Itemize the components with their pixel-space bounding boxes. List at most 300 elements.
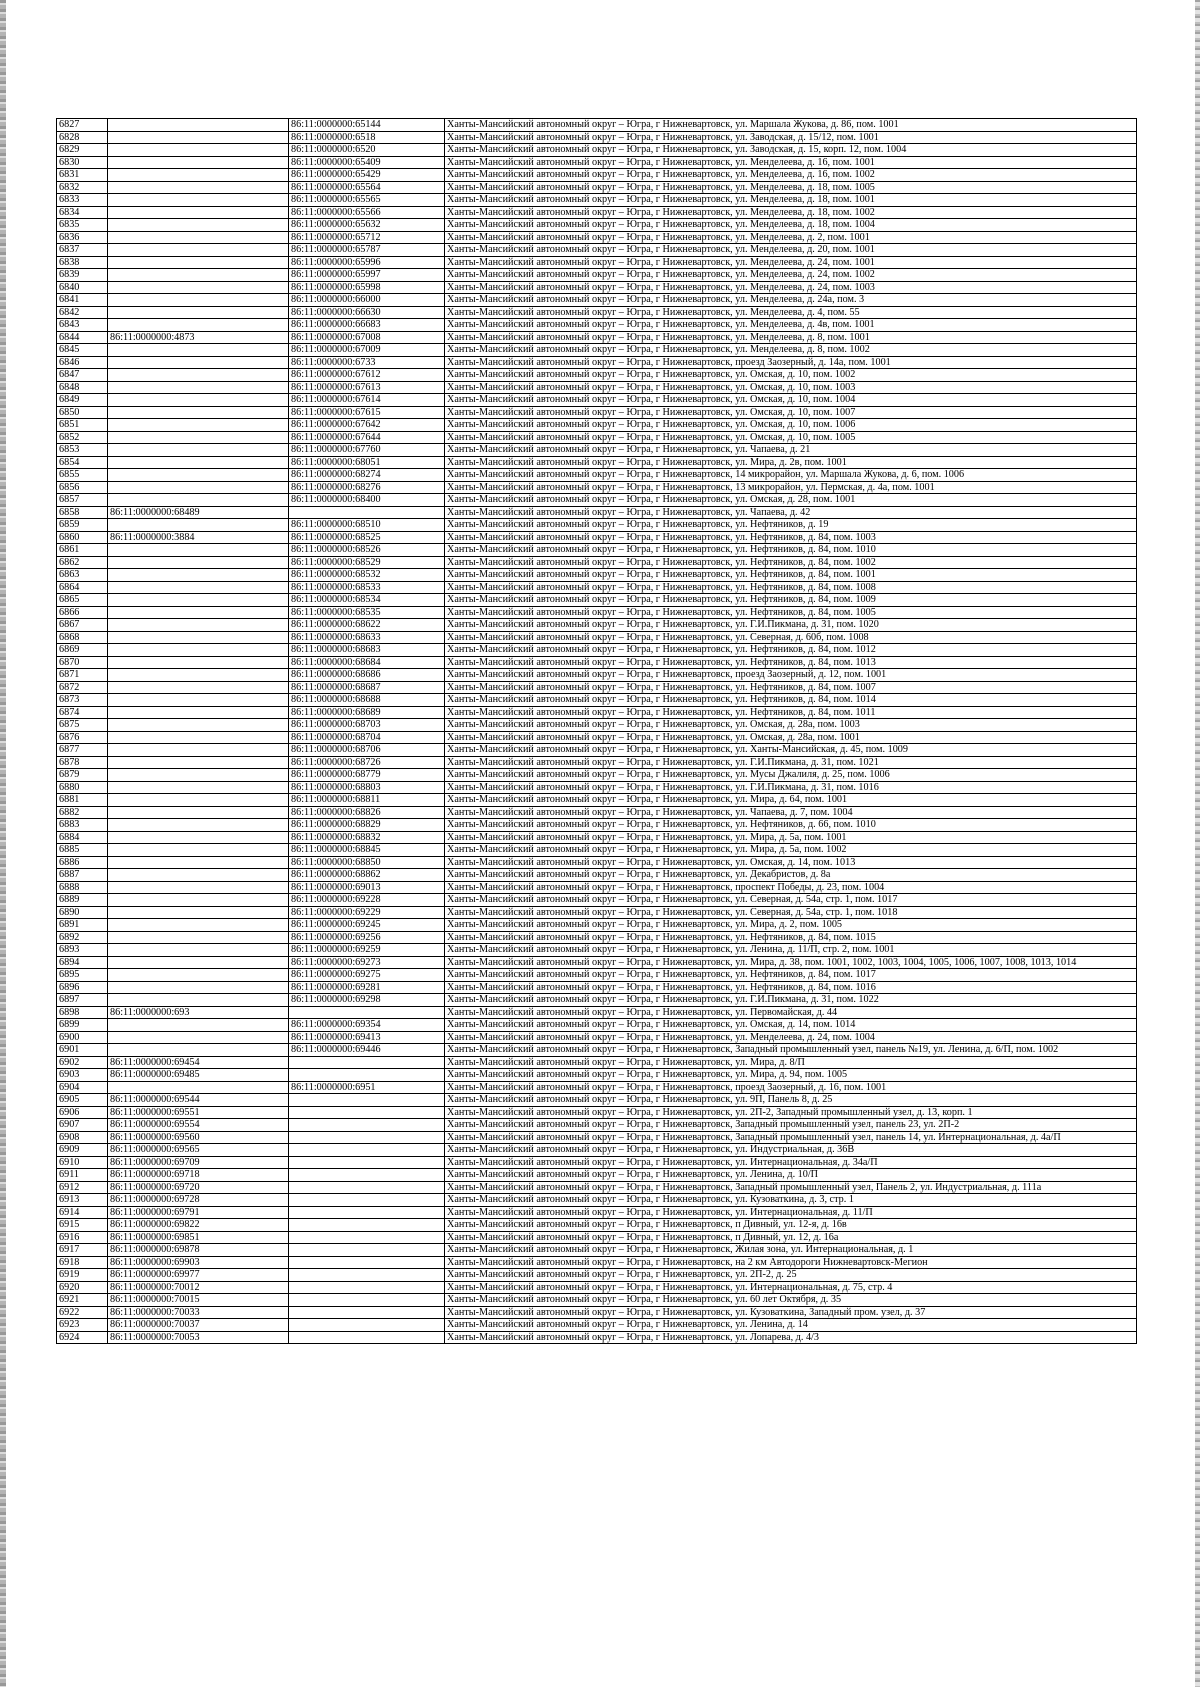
row-number-cell: 6848 [57,381,108,394]
address-cell: Ханты-Мансийский автономный округ – Югра, г Нижневартовск, ул. 2П-2, д. 25 [445,1269,1137,1282]
table-row [57,481,1137,494]
row-number-cell: 6912 [57,1181,108,1194]
address-cell: Ханты-Мансийский автономный округ – Югра, г Нижневартовск, проезд Заозерный, д. 16, пом. 1001 [445,1081,1137,1094]
row-number-cell: 6877 [57,744,108,757]
parent-cadastral-number-cell [108,294,289,307]
table-row [57,1081,1137,1094]
address-cell: Ханты-Мансийский автономный округ – Югра, г Нижневартовск, ул. Г.И.Пикмана, д. 31, пом. 1021 [445,756,1137,769]
cadastral-number-cell: 86:11:0000000:6518 [289,131,445,144]
address-cell: Ханты-Мансийский автономный округ – Югра, г Нижневартовск, ул. Менделеева, д. 8, пом. 1001 [445,331,1137,344]
table-row [57,269,1137,282]
table-row [57,381,1137,394]
cadastral-number-cell [289,1144,445,1157]
table-row [57,1006,1137,1019]
table-row [57,944,1137,957]
table-row [57,1269,1137,1282]
table-row [57,719,1137,732]
parent-cadastral-number-cell: 86:11:0000000:70012 [108,1281,289,1294]
row-number-cell: 6845 [57,344,108,357]
parent-cadastral-number-cell: 86:11:0000000:69822 [108,1219,289,1232]
parent-cadastral-number-cell [108,194,289,207]
table-row [57,544,1137,557]
address-cell: Ханты-Мансийский автономный округ – Югра, г Нижневартовск, ул. Менделеева, д. 24, пом. 1004 [445,1031,1137,1044]
cadastral-number-cell [289,1056,445,1069]
cadastral-number-cell: 86:11:0000000:68779 [289,769,445,782]
address-cell: Ханты-Мансийский автономный округ – Югра, г Нижневартовск, ул. 2П-2, Западный промышленный узел, д. 13, корп. 1 [445,1106,1137,1119]
cadastral-number-cell: 86:11:0000000:68276 [289,481,445,494]
cadastral-number-cell: 86:11:0000000:68832 [289,831,445,844]
table-row [57,881,1137,894]
address-cell: Ханты-Мансийский автономный округ – Югра, г Нижневартовск, ул. Нефтяников, д. 84, пом. 1010 [445,544,1137,557]
address-cell: Ханты-Мансийский автономный округ – Югра, г Нижневартовск, Западный промышленный узел, панель 14, ул. Интернациональная, д. 4а/П [445,1131,1137,1144]
table-row [57,956,1137,969]
address-cell: Ханты-Мансийский автономный округ – Югра, г Нижневартовск, ул. Омская, д. 28а, пом. 1003 [445,719,1137,732]
address-cell: Ханты-Мансийский автономный округ – Югра, г Нижневартовск, ул. Омская, д. 10, пом. 1002 [445,369,1137,382]
row-number-cell: 6827 [57,119,108,132]
cadastral-number-cell: 86:11:0000000:68274 [289,469,445,482]
table-row [57,969,1137,982]
address-cell: Ханты-Мансийский автономный округ – Югра, г Нижневартовск, ул. Чапаева, д. 42 [445,506,1137,519]
parent-cadastral-number-cell [108,1081,289,1094]
row-number-cell: 6905 [57,1094,108,1107]
cadastral-number-cell [289,1269,445,1282]
cadastral-number-cell: 86:11:0000000:68845 [289,844,445,857]
address-cell: Ханты-Мансийский автономный округ – Югра, г Нижневартовск, 14 микрорайон, ул. Маршала Жукова, д. 6, пом. 1006 [445,469,1137,482]
table-row [57,1331,1137,1344]
parent-cadastral-number-cell: 86:11:0000000:69791 [108,1206,289,1219]
parent-cadastral-number-cell [108,781,289,794]
address-cell: Ханты-Мансийский автономный округ – Югра, г Нижневартовск, ул. Лопарева, д. 4/3 [445,1331,1137,1344]
row-number-cell: 6856 [57,481,108,494]
table-row [57,1244,1137,1257]
address-cell: Ханты-Мансийский автономный округ – Югра, г Нижневартовск, ул. Мира, д. 38, пом. 1001, 1002, 1003, 1004, 1005, 1006, 1007, 1008, 1013, 1014 [445,956,1137,969]
address-cell: Ханты-Мансийский автономный округ – Югра, г Нижневартовск, ул. Мира, д. 8/П [445,1056,1137,1069]
row-number-cell: 6913 [57,1194,108,1207]
parent-cadastral-number-cell [108,969,289,982]
table-row [57,256,1137,269]
cadastral-number-cell: 86:11:0000000:68400 [289,494,445,507]
address-cell: Ханты-Мансийский автономный округ – Югра, г Нижневартовск, ул. Нефтяников, д. 84, пом. 1016 [445,981,1137,994]
cadastral-number-cell: 86:11:0000000:67009 [289,344,445,357]
table-row [57,469,1137,482]
parent-cadastral-number-cell [108,881,289,894]
row-number-cell: 6852 [57,431,108,444]
address-cell: Ханты-Мансийский автономный округ – Югра, г Нижневартовск, ул. Кузоваткина, Западный пром. узел, д. 37 [445,1306,1137,1319]
address-cell: Ханты-Мансийский автономный округ – Югра, г Нижневартовск, ул. Первомайская, д. 44 [445,1006,1137,1019]
table-row [57,631,1137,644]
cadastral-number-cell: 86:11:0000000:68704 [289,731,445,744]
address-cell: Ханты-Мансийский автономный округ – Югра, г Нижневартовск, ул. 60 лет Октября, д. 35 [445,1294,1137,1307]
row-number-cell: 6872 [57,681,108,694]
address-cell: Ханты-Мансийский автономный округ – Югра, г Нижневартовск, ул. Менделеева, д. 2, пом. 1001 [445,231,1137,244]
row-number-cell: 6914 [57,1206,108,1219]
cadastral-number-cell: 86:11:0000000:67613 [289,381,445,394]
row-number-cell: 6894 [57,956,108,969]
cadastral-number-cell: 86:11:0000000:65565 [289,194,445,207]
table-row [57,781,1137,794]
address-cell: Ханты-Мансийский автономный округ – Югра, г Нижневартовск, ул. Мира, д. 94, пом. 1005 [445,1069,1137,1082]
address-cell: Ханты-Мансийский автономный округ – Югра, г Нижневартовск, Западный промышленный узел, Панель 2, ул. Индустриальная, д. 111а [445,1181,1137,1194]
row-number-cell: 6910 [57,1156,108,1169]
address-cell: Ханты-Мансийский автономный округ – Югра, г Нижневартовск, ул. Менделеева, д. 4, пом. 55 [445,306,1137,319]
parent-cadastral-number-cell [108,231,289,244]
parent-cadastral-number-cell: 86:11:0000000:70015 [108,1294,289,1307]
address-cell: Ханты-Мансийский автономный округ – Югра, г Нижневартовск, п Дивный, ул. 12-я, д. 16в [445,1219,1137,1232]
row-number-cell: 6897 [57,994,108,1007]
cadastral-number-cell: 86:11:0000000:68534 [289,594,445,607]
cadastral-number-cell: 86:11:0000000:68826 [289,806,445,819]
table-row [57,656,1137,669]
address-cell: Ханты-Мансийский автономный округ – Югра, г Нижневартовск, ул. Менделеева, д. 8, пом. 1002 [445,344,1137,357]
parent-cadastral-number-cell [108,181,289,194]
address-cell: Ханты-Мансийский автономный округ – Югра, г Нижневартовск, ул. Омская, д. 10, пом. 1006 [445,419,1137,432]
table-row [57,794,1137,807]
cadastral-number-cell: 86:11:0000000:69413 [289,1031,445,1044]
cadastral-number-cell: 86:11:0000000:69228 [289,894,445,907]
row-number-cell: 6842 [57,306,108,319]
address-cell: Ханты-Мансийский автономный округ – Югра, г Нижневартовск, ул. Нефтяников, д. 84, пом. 1009 [445,594,1137,607]
cadastral-number-cell [289,1094,445,1107]
row-number-cell: 6857 [57,494,108,507]
cadastral-number-cell: 86:11:0000000:65144 [289,119,445,132]
parent-cadastral-number-cell: 86:11:0000000:69551 [108,1106,289,1119]
address-cell: Ханты-Мансийский автономный округ – Югра, г Нижневартовск, ул. Менделеева, д. 18, пом. 1004 [445,219,1137,232]
table-row [57,594,1137,607]
row-number-cell: 6924 [57,1331,108,1344]
table-row [57,1294,1137,1307]
cadastral-number-cell [289,1294,445,1307]
address-cell: Ханты-Мансийский автономный округ – Югра, г Нижневартовск, ул. Северная, д. 54а, стр. 1, пом. 1018 [445,906,1137,919]
address-cell: Ханты-Мансийский автономный округ – Югра, г Нижневартовск, ул. Нефтяников, д. 84, пом. 1012 [445,644,1137,657]
row-number-cell: 6868 [57,631,108,644]
cadastral-number-cell: 86:11:0000000:68862 [289,869,445,882]
table-row [57,731,1137,744]
table-row [57,444,1137,457]
address-cell: Ханты-Мансийский автономный округ – Югра, г Нижневартовск, проезд Заозерный, д. 12, пом. 1001 [445,669,1137,682]
row-number-cell: 6832 [57,181,108,194]
parent-cadastral-number-cell [108,844,289,857]
row-number-cell: 6853 [57,444,108,457]
parent-cadastral-number-cell [108,1019,289,1032]
address-cell: Ханты-Мансийский автономный округ – Югра, г Нижневартовск, проезд Заозерный, д. 14а, пом. 1001 [445,356,1137,369]
row-number-cell: 6863 [57,569,108,582]
table-row [57,919,1137,932]
parent-cadastral-number-cell [108,631,289,644]
address-cell: Ханты-Мансийский автономный округ – Югра, г Нижневартовск, ул. Менделеева, д. 18, пом. 1005 [445,181,1137,194]
parent-cadastral-number-cell [108,131,289,144]
table-row [57,1281,1137,1294]
table-row [57,694,1137,707]
parent-cadastral-number-cell [108,306,289,319]
parent-cadastral-number-cell: 86:11:0000000:69977 [108,1269,289,1282]
cadastral-number-cell: 86:11:0000000:67612 [289,369,445,382]
parent-cadastral-number-cell [108,206,289,219]
row-number-cell: 6915 [57,1219,108,1232]
scan-edge-right [1195,0,1200,1687]
row-number-cell: 6837 [57,244,108,257]
parent-cadastral-number-cell [108,944,289,957]
table-row [57,244,1137,257]
address-cell: Ханты-Мансийский автономный округ – Югра, г Нижневартовск, ул. Омская, д. 14, пом. 1014 [445,1019,1137,1032]
row-number-cell: 6840 [57,281,108,294]
address-cell: Ханты-Мансийский автономный округ – Югра, г Нижневартовск, ул. Заводская, д. 15, корп. 12, пом. 1004 [445,144,1137,157]
cadastral-number-cell: 86:11:0000000:69354 [289,1019,445,1032]
parent-cadastral-number-cell [108,819,289,832]
address-cell: Ханты-Мансийский автономный округ – Югра, г Нижневартовск, ул. Нефтяников, д. 19 [445,519,1137,532]
address-cell: Ханты-Мансийский автономный округ – Югра, г Нижневартовск, ул. Нефтяников, д. 84, пом. 1017 [445,969,1137,982]
row-number-cell: 6879 [57,769,108,782]
parent-cadastral-number-cell [108,394,289,407]
parent-cadastral-number-cell [108,356,289,369]
table-row [57,131,1137,144]
parent-cadastral-number-cell [108,469,289,482]
cadastral-number-cell [289,1281,445,1294]
row-number-cell: 6838 [57,256,108,269]
address-cell: Ханты-Мансийский автономный округ – Югра, г Нижневартовск, ул. Ханты-Мансийская, д. 45, пом. 1009 [445,744,1137,757]
table-row [57,531,1137,544]
address-cell: Ханты-Мансийский автономный округ – Югра, г Нижневартовск, ул. Мира, д. 2, пом. 1005 [445,919,1137,932]
table-row [57,994,1137,1007]
address-cell: Ханты-Мансийский автономный округ – Югра, г Нижневартовск, ул. Нефтяников, д. 66, пом. 1010 [445,819,1137,832]
row-number-cell: 6895 [57,969,108,982]
cadastral-number-cell: 86:11:0000000:65998 [289,281,445,294]
row-number-cell: 6896 [57,981,108,994]
cadastral-number-cell: 86:11:0000000:65787 [289,244,445,257]
cadastral-number-cell: 86:11:0000000:67008 [289,331,445,344]
row-number-cell: 6898 [57,1006,108,1019]
table-row [57,1156,1137,1169]
parent-cadastral-number-cell: 86:11:0000000:69878 [108,1244,289,1257]
parent-cadastral-number-cell [108,594,289,607]
table-row [57,331,1137,344]
address-cell: Ханты-Мансийский автономный округ – Югра, г Нижневартовск, ул. Кузоваткина, д. 3, стр. 1 [445,1194,1137,1207]
parent-cadastral-number-cell: 86:11:0000000:69720 [108,1181,289,1194]
cadastral-number-cell [289,1244,445,1257]
address-cell: Ханты-Мансийский автономный округ – Югра, г Нижневартовск, ул. Г.И.Пикмана, д. 31, пом. 1016 [445,781,1137,794]
row-number-cell: 6830 [57,156,108,169]
cadastral-number-cell: 86:11:0000000:68535 [289,606,445,619]
address-cell: Ханты-Мансийский автономный округ – Югра, г Нижневартовск, ул. Менделеева, д. 20, пом. 1001 [445,244,1137,257]
table-row [57,306,1137,319]
address-cell: Ханты-Мансийский автономный округ – Югра, г Нижневартовск, ул. Нефтяников, д. 84, пом. 1002 [445,556,1137,569]
address-cell: Ханты-Мансийский автономный округ – Югра, г Нижневартовск, ул. Омская, д. 14, пом. 1013 [445,856,1137,869]
address-cell: Ханты-Мансийский автономный округ – Югра, г Нижневартовск, ул. Заводская, д. 15/12, пом. 1001 [445,131,1137,144]
row-number-cell: 6903 [57,1069,108,1082]
parent-cadastral-number-cell: 86:11:0000000:68489 [108,506,289,519]
parent-cadastral-number-cell [108,169,289,182]
row-number-cell: 6873 [57,694,108,707]
cadastral-number-cell [289,1069,445,1082]
address-cell: Ханты-Мансийский автономный округ – Югра, г Нижневартовск, ул. Г.И.Пикмана, д. 31, пом. 1020 [445,619,1137,632]
table-row [57,569,1137,582]
cadastral-number-cell: 86:11:0000000:68633 [289,631,445,644]
table-row [57,1319,1137,1332]
cadastral-number-cell: 86:11:0000000:68850 [289,856,445,869]
table-row [57,394,1137,407]
table-row [57,369,1137,382]
cadastral-number-cell: 86:11:0000000:67760 [289,444,445,457]
parent-cadastral-number-cell [108,994,289,1007]
row-number-cell: 6885 [57,844,108,857]
table-row [57,1056,1137,1069]
row-number-cell: 6870 [57,656,108,669]
address-cell: Ханты-Мансийский автономный округ – Югра, г Нижневартовск, ул. Омская, д. 10, пом. 1007 [445,406,1137,419]
address-cell: Ханты-Мансийский автономный округ – Югра, г Нижневартовск, ул. Менделеева, д. 16, пом. 1002 [445,169,1137,182]
address-cell: Ханты-Мансийский автономный округ – Югра, г Нижневартовск, ул. Мусы Джалиля, д. 25, пом. 1006 [445,769,1137,782]
row-number-cell: 6835 [57,219,108,232]
cadastral-number-cell [289,1331,445,1344]
address-cell: Ханты-Мансийский автономный округ – Югра, г Нижневартовск, ул. Нефтяников, д. 84, пом. 1001 [445,569,1137,582]
address-cell: Ханты-Мансийский автономный округ – Югра, г Нижневартовск, ул. Мира, д. 5а, пом. 1001 [445,831,1137,844]
table-row [57,906,1137,919]
cadastral-number-cell: 86:11:0000000:69273 [289,956,445,969]
parent-cadastral-number-cell [108,381,289,394]
cadastral-number-cell: 86:11:0000000:68526 [289,544,445,557]
address-cell: Ханты-Мансийский автономный округ – Югра, г Нижневартовск, ул. Нефтяников, д. 84, пом. 1007 [445,681,1137,694]
cadastral-number-cell [289,1219,445,1232]
cadastral-number-cell [289,1306,445,1319]
address-cell: Ханты-Мансийский автономный округ – Югра, г Нижневартовск, ул. Северная, д. 60б, пом. 1008 [445,631,1137,644]
table-row [57,506,1137,519]
table-row [57,219,1137,232]
parent-cadastral-number-cell [108,281,289,294]
table-row [57,406,1137,419]
address-cell: Ханты-Мансийский автономный округ – Югра, г Нижневартовск, ул. Нефтяников, д. 84, пом. 1008 [445,581,1137,594]
cadastral-number-cell [289,1119,445,1132]
address-cell: Ханты-Мансийский автономный округ – Югра, г Нижневартовск, ул. 9П, Панель 8, д. 25 [445,1094,1137,1107]
address-cell: Ханты-Мансийский автономный округ – Югра, г Нижневартовск, Жилая зона, ул. Интернациональная, д. 1 [445,1244,1137,1257]
table-row [57,119,1137,132]
cadastral-number-cell [289,1106,445,1119]
table-row [57,669,1137,682]
table-row [57,844,1137,857]
address-cell: Ханты-Мансийский автономный округ – Югра, г Нижневартовск, ул. Нефтяников, д. 84, пом. 1014 [445,694,1137,707]
parent-cadastral-number-cell [108,856,289,869]
table-row [57,419,1137,432]
table-row [57,1094,1137,1107]
row-number-cell: 6851 [57,419,108,432]
cadastral-number-cell: 86:11:0000000:66683 [289,319,445,332]
table-row [57,294,1137,307]
table-row [57,156,1137,169]
parent-cadastral-number-cell [108,244,289,257]
row-number-cell: 6917 [57,1244,108,1257]
address-cell: Ханты-Мансийский автономный округ – Югра, г Нижневартовск, ул. Омская, д. 10, пом. 1005 [445,431,1137,444]
address-cell: Ханты-Мансийский автономный округ – Югра, г Нижневартовск, ул. Менделеева, д. 4в, пом. 1001 [445,319,1137,332]
cadastral-number-cell: 86:11:0000000:6733 [289,356,445,369]
cadastral-number-cell: 86:11:0000000:68683 [289,644,445,657]
row-number-cell: 6892 [57,931,108,944]
table-row [57,194,1137,207]
table-row [57,231,1137,244]
row-number-cell: 6854 [57,456,108,469]
table-row [57,456,1137,469]
row-number-cell: 6855 [57,469,108,482]
cadastral-number-cell: 86:11:0000000:69229 [289,906,445,919]
row-number-cell: 6831 [57,169,108,182]
table-row [57,319,1137,332]
address-cell: Ханты-Мансийский автономный округ – Югра, г Нижневартовск, ул. Ленина, д. 10/П [445,1169,1137,1182]
table-row [57,344,1137,357]
table-row [57,169,1137,182]
row-number-cell: 6871 [57,669,108,682]
address-cell: Ханты-Мансийский автономный округ – Югра, г Нижневартовск, Западный промышленный узел, панель 23, ул. 2П-2 [445,1119,1137,1132]
parent-cadastral-number-cell [108,769,289,782]
row-number-cell: 6849 [57,394,108,407]
cadastral-number-cell: 86:11:0000000:69013 [289,881,445,894]
row-number-cell: 6888 [57,881,108,894]
address-cell: Ханты-Мансийский автономный округ – Югра, г Нижневартовск, ул. Северная, д. 54а, стр. 1, пом. 1017 [445,894,1137,907]
row-number-cell: 6900 [57,1031,108,1044]
row-number-cell: 6909 [57,1144,108,1157]
parent-cadastral-number-cell: 86:11:0000000:69718 [108,1169,289,1182]
address-cell: Ханты-Мансийский автономный округ – Югра, г Нижневартовск, ул. Мира, д. 5а, пом. 1002 [445,844,1137,857]
address-cell: Ханты-Мансийский автономный округ – Югра, г Нижневартовск, ул. Нефтяников, д. 84, пом. 1003 [445,531,1137,544]
row-number-cell: 6865 [57,594,108,607]
table-row [57,806,1137,819]
row-number-cell: 6883 [57,819,108,832]
cadastral-number-cell: 86:11:0000000:68687 [289,681,445,694]
row-number-cell: 6834 [57,206,108,219]
parent-cadastral-number-cell [108,756,289,769]
address-cell: Ханты-Мансийский автономный округ – Югра, г Нижневартовск, п Дивный, ул. 12, д. 16а [445,1231,1137,1244]
cadastral-number-cell [289,1181,445,1194]
table-row [57,1119,1137,1132]
parent-cadastral-number-cell: 86:11:0000000:69485 [108,1069,289,1082]
row-number-cell: 6829 [57,144,108,157]
parent-cadastral-number-cell [108,319,289,332]
table-row [57,819,1137,832]
parent-cadastral-number-cell: 86:11:0000000:693 [108,1006,289,1019]
cadastral-number-cell: 86:11:0000000:67644 [289,431,445,444]
cadastral-number-cell: 86:11:0000000:69281 [289,981,445,994]
parent-cadastral-number-cell [108,481,289,494]
cadastral-number-cell [289,1231,445,1244]
parent-cadastral-number-cell [108,681,289,694]
parent-cadastral-number-cell: 86:11:0000000:69560 [108,1131,289,1144]
address-cell: Ханты-Мансийский автономный округ – Югра, г Нижневартовск, ул. Омская, д. 10, пом. 1003 [445,381,1137,394]
table-row [57,431,1137,444]
address-cell: Ханты-Мансийский автономный округ – Югра, г Нижневартовск, ул. Менделеева, д. 18, пом. 1001 [445,194,1137,207]
cadastral-number-cell: 86:11:0000000:68688 [289,694,445,707]
row-number-cell: 6908 [57,1131,108,1144]
parent-cadastral-number-cell [108,669,289,682]
parent-cadastral-number-cell [108,519,289,532]
parent-cadastral-number-cell: 86:11:0000000:70037 [108,1319,289,1332]
table-row [57,1144,1137,1157]
table-row [57,981,1137,994]
cadastral-number-cell: 86:11:0000000:68703 [289,719,445,732]
parent-cadastral-number-cell [108,156,289,169]
table-row [57,756,1137,769]
address-cell: Ханты-Мансийский автономный округ – Югра, г Нижневартовск, 13 микрорайон, ул. Пермская, д. 4а, пом. 1001 [445,481,1137,494]
parent-cadastral-number-cell [108,419,289,432]
cadastral-number-cell: 86:11:0000000:68689 [289,706,445,719]
parent-cadastral-number-cell [108,269,289,282]
table-row [57,856,1137,869]
row-number-cell: 6911 [57,1169,108,1182]
cadastral-number-cell: 86:11:0000000:68533 [289,581,445,594]
table-row [57,1306,1137,1319]
row-number-cell: 6907 [57,1119,108,1132]
row-number-cell: 6876 [57,731,108,744]
table-row [57,494,1137,507]
cadastral-number-cell: 86:11:0000000:69446 [289,1044,445,1057]
cadastral-number-cell [289,1206,445,1219]
parent-cadastral-number-cell [108,219,289,232]
cadastral-number-cell: 86:11:0000000:65996 [289,256,445,269]
table-row [57,1106,1137,1119]
